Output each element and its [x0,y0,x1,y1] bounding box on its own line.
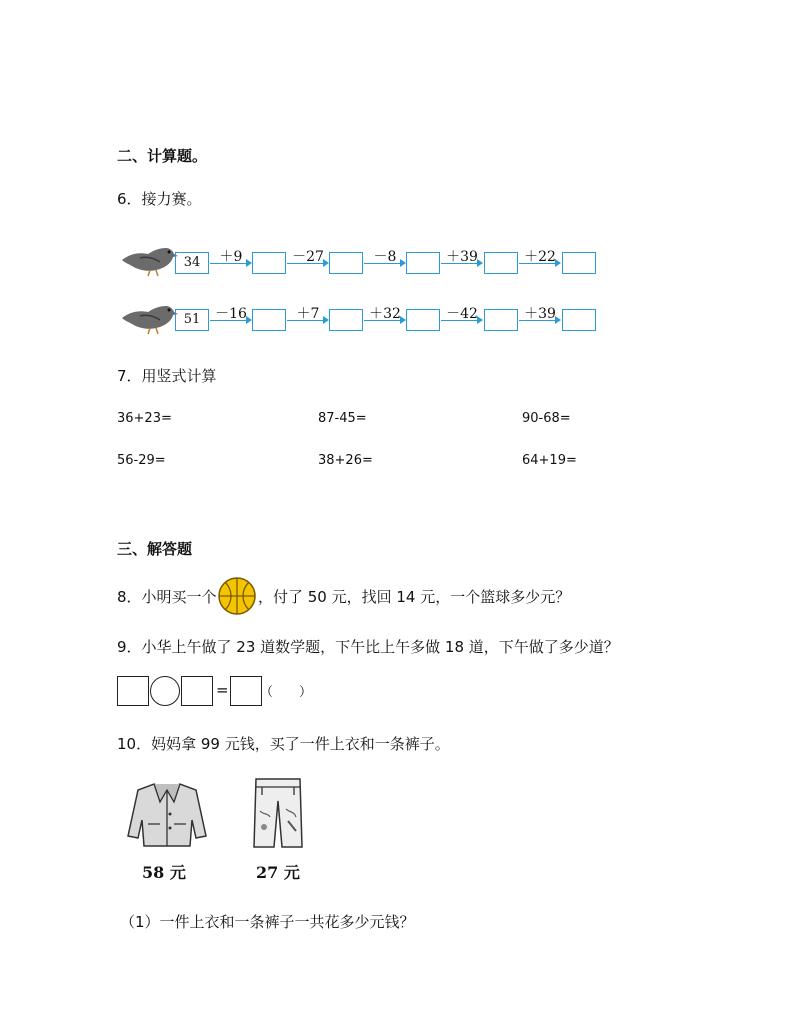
equals-sign: = [216,681,229,699]
relay-answer-box[interactable] [406,252,440,274]
jacket-icon [126,780,208,848]
relay-arrow [287,263,327,264]
relay-op: －27 [292,249,324,265]
question-8-before: 8．小明买一个 [117,588,217,606]
relay-op: －42 [446,306,478,322]
vertical-calc-item: 38+26= [318,453,373,468]
section-title-solve: 三、解答题 [117,540,193,558]
vertical-calc-item: 64+19= [522,453,577,468]
question-6-title: 6．接力赛。 [117,190,202,208]
relay-start-box: 34 [175,252,209,274]
question-10-title: 10．妈妈拿 99 元钱，买了一件上衣和一条裤子。 [117,735,450,753]
pigeon-icon [120,242,178,278]
relay-op: ＋32 [369,306,401,322]
relay-arrow [287,320,327,321]
relay-answer-box[interactable] [406,309,440,331]
section-title-calc: 二、计算题。 [117,147,208,165]
vertical-calc-item: 87-45= [318,411,367,426]
relay-arrow [441,263,481,264]
relay-op: －8 [373,249,397,265]
question-8-after: ，付了 50 元，找回 14 元，一个篮球多少元？ [258,588,571,606]
relay-answer-box[interactable] [329,309,363,331]
relay-op: －16 [215,306,247,322]
relay-op: ＋22 [524,249,556,265]
vertical-calc-item: 56-29= [117,453,166,468]
equation-box[interactable] [181,676,213,706]
equation-result-box[interactable] [230,676,262,706]
relay-answer-box[interactable] [562,309,596,331]
vertical-calc-item: 90-68= [522,411,571,426]
relay-arrow [519,263,559,264]
equation-box[interactable] [117,676,149,706]
question-7-title: 7．用竖式计算 [117,367,217,385]
relay-answer-box[interactable] [252,252,286,274]
vertical-calc-item: 36+23= [117,411,172,426]
relay-answer-box[interactable] [252,309,286,331]
relay-arrow [210,263,250,264]
relay-op: ＋9 [219,249,243,265]
relay-answer-box[interactable] [562,252,596,274]
relay-answer-box[interactable] [329,252,363,274]
pants-icon [250,775,306,851]
relay-start-box: 51 [175,309,209,331]
relay-answer-box[interactable] [484,309,518,331]
relay-op: ＋39 [446,249,478,265]
jacket-price: 58 元 [142,863,186,882]
relay-arrow [364,320,404,321]
unit-parentheses: （ ） [260,685,313,700]
relay-arrow [519,320,559,321]
relay-answer-box[interactable] [484,252,518,274]
relay-arrow [210,320,250,321]
relay-arrow [364,263,404,264]
relay-arrow [441,320,481,321]
pants-price: 27 元 [256,863,300,882]
pigeon-icon [120,300,178,336]
basketball-icon [217,576,257,616]
relay-op: ＋39 [524,306,556,322]
operator-circle[interactable] [150,676,180,706]
question-10-sub-1: （1）一件上衣和一条裤子一共花多少元钱？ [120,913,415,931]
question-9-text: 9．小华上午做了 23 道数学题，下午比上午多做 18 道，下午做了多少道？ [117,638,619,656]
relay-op: ＋7 [296,306,320,322]
